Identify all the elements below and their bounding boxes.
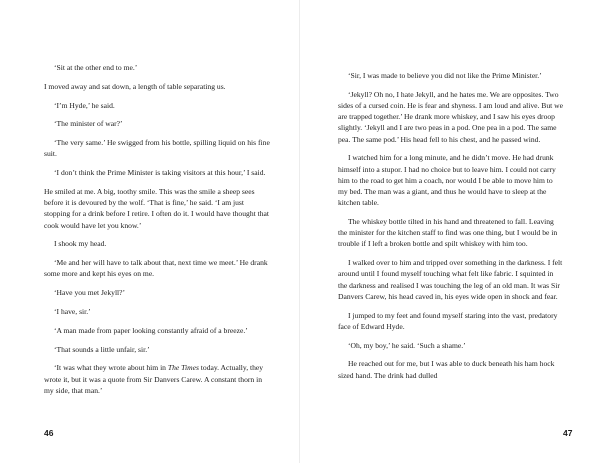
right-page-text (338, 70, 564, 388)
paragraph: I watched him for a long minute, and he didn’t move. He had drunk himself into a stupor. I had no choice but to leave him. I could not carry him to the road to get him a coach, nor would I be able to move him to my bed. The man was a giant, and thus he would have to sleep at the kitchen table. (338, 153, 556, 208)
paragraph: ‘Jekyll? Oh no, I hate Jekyll, and he hates me. We are opposites. Two sides of a cursed coin. He is fear and shyness. I am loud and alive. But we are trapped together.’ He drank more whiskey, and I saw his eyes droop slightly. ‘Jekyll and I are two peas in a pod. One pea in a pod. The same pea. The same pod.’ His head fell to his chest, and he passed wind. (338, 89, 564, 144)
paragraph: ‘I have, sir.’ (54, 306, 91, 316)
paragraph-text: ‘It was what they wrote about him in (54, 363, 168, 373)
paragraph: ‘Oh, my boy,’ he said. ‘Such a shame.’ (348, 340, 466, 350)
right-page (300, 0, 600, 463)
left-page-text (44, 62, 270, 404)
paragraph-text: today. Actually, they wrote it, but it was a quote from Sir Danvers Carew. A constant thorn in my side, that man.’ (44, 363, 264, 395)
paragraph: He smiled at me. A big, toothy smile. This was the smile a sheep sees before it is devoured by the wolf. ‘That is fine,’ he said. ‘I am just stopping for a drink before I retire. I often do it. I would have thought that cook would have let you know.’ (44, 186, 270, 230)
paragraph: I jumped to my feet and found myself staring into the vast, predatory face of Edward Hyde. (338, 310, 558, 331)
paragraph: ‘Sir, I was made to believe you did not like the Prime Minister.’ (348, 71, 542, 80)
paragraph: ‘Have you met Jekyll?’ (54, 288, 126, 298)
paragraph: ‘Sit at the other end to me.’ (54, 63, 138, 72)
paragraph: ‘I don’t think the Prime Minister is taking visitors at this hour,’ I said. (54, 168, 266, 178)
paragraph: ‘That sounds a little unfair, sir.’ (54, 344, 150, 354)
paragraph (44, 362, 270, 396)
paragraph: I moved away and sat down, a length of table separating us. (44, 81, 226, 91)
paragraph: ‘Me and her will have to talk about that, next time we meet.’ He drank some more and kept his eyes on me. (44, 258, 268, 279)
publication-title: The Times (167, 363, 199, 373)
paragraph: The whiskey bottle tilted in his hand and threatened to fall. Leaving the minister for the kitchen staff to find was one thing, but I would be in trouble if I left a broken bottle and spilt whiskey with him too. (338, 217, 558, 249)
paragraph: ‘The minister of war?’ (54, 119, 123, 129)
paragraph: He reached out for me, but I was able to duck beneath his ham hock sized hand. The drink had dulled (338, 359, 555, 380)
paragraph: I shook my head. (54, 239, 107, 249)
page-number: 47 (563, 428, 573, 438)
paragraph: ‘The very same.’ He swigged from his bottle, spilling liquid on his fine suit. (44, 138, 270, 159)
page-number: 46 (44, 428, 54, 438)
paragraph: ‘I’m Hyde,’ he said. (54, 100, 115, 110)
paragraph: ‘A man made from paper looking constantly afraid of a breeze.’ (54, 325, 248, 335)
paragraph: I walked over to him and tripped over something in the darkness. I felt around until I found myself touching what felt like fabric. I squinted in the darkness and realised I was touching the leg of an old man. It was Sir Danvers Carew, his head caved in, his eyes wide open in shock and fear. (338, 258, 563, 301)
